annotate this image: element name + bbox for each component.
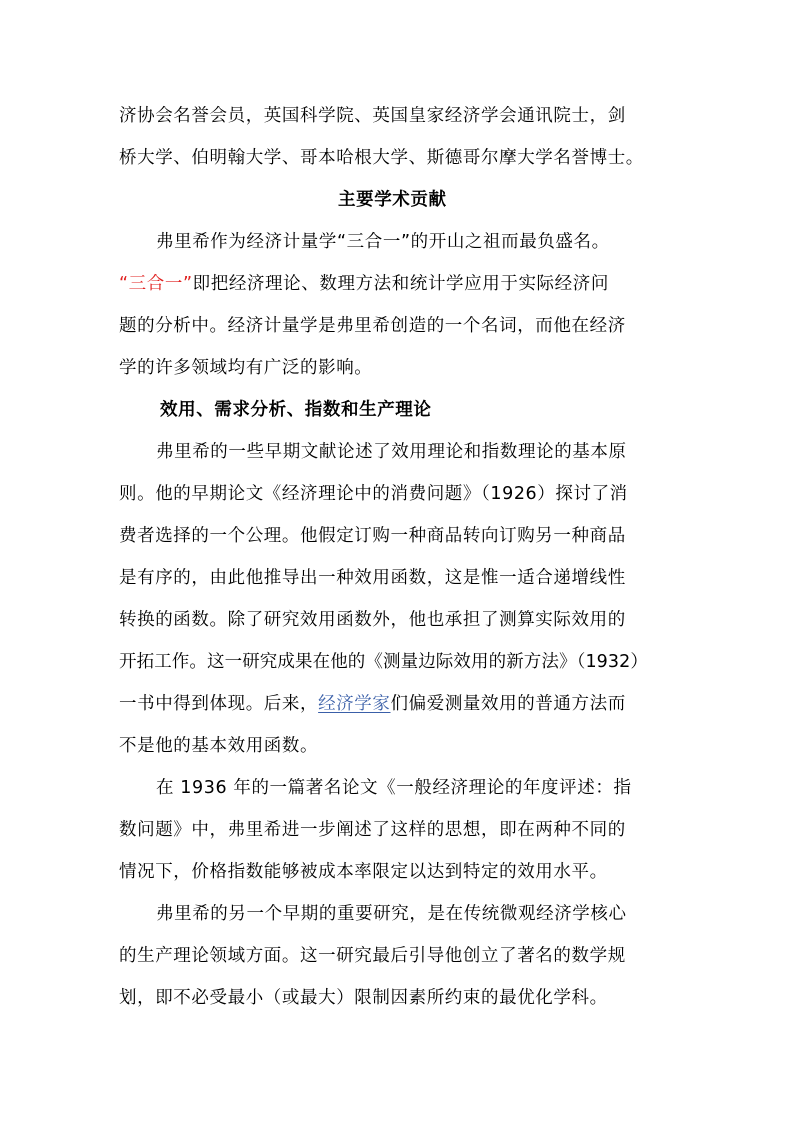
- paragraph-text: 一书中得到体现。后来，: [119, 694, 319, 714]
- paragraph-line: 学的许多领域均有广泛的影响。: [119, 358, 373, 378]
- paragraph-line: 弗里希的一些早期文献论述了效用理论和指数理论的基本原: [156, 442, 627, 462]
- section-heading-main-contributions: 主要学术贡献: [338, 190, 447, 210]
- paragraph-line: 不是他的基本效用函数。: [119, 736, 319, 756]
- paragraph-line: [119, 692, 626, 716]
- highlighted-term: “三合一”: [119, 274, 193, 294]
- economist-link[interactable]: 经济学家: [318, 694, 391, 714]
- paragraph-line: 桥大学、伯明翰大学、哥本哈根大学、斯德哥尔摩大学名誉博士。: [119, 148, 644, 168]
- paragraph-line: 的生产理论领域方面。这一研究最后引导他创立了著名的数学规: [119, 946, 626, 966]
- paragraph-line: 则。他的早期论文《经济理论中的消费问题》（1926）探讨了消: [119, 484, 628, 504]
- paragraph-line: 划，即不必受最小（或最大）限制因素所约束的最优化学科。: [119, 988, 608, 1008]
- paragraph-line: 情况下，价格指数能够被成本率限定以达到特定的效用水平。: [119, 862, 608, 882]
- paragraph-line: 费者选择的一个公理。他假定订购一种商品转向订购另一种商品: [119, 526, 626, 546]
- paragraph-line: 弗里希作为经济计量学“三合一”的开山之祖而最负盛名。: [156, 232, 610, 252]
- paragraph-line: 数问题》中，弗里希进一步阐述了这样的思想，即在两种不同的: [119, 820, 626, 840]
- paragraph-line: 弗里希的另一个早期的重要研究，是在传统微观经济学核心: [156, 904, 627, 924]
- paragraph-line: [119, 272, 609, 296]
- paragraph-line: 题的分析中。经济计量学是弗里希创造的一个名词，而他在经济: [119, 316, 626, 336]
- paragraph-line: 是有序的，由此他推导出一种效用函数，这是惟一适合递增线性: [119, 568, 626, 588]
- paragraph-text: 们偏爱测量效用的普通方法而: [390, 694, 626, 714]
- paragraph-text: 即把经济理论、数理方法和统计学应用于实际经济问: [192, 274, 609, 294]
- section-heading-utility-demand: 效用、需求分析、指数和生产理论: [160, 400, 432, 420]
- paragraph-line: 济协会名誉会员，英国科学院、英国皇家经济学会通讯院士，剑: [119, 106, 626, 126]
- paragraph-line: 转换的函数。除了研究效用函数外，他也承担了测算实际效用的: [119, 610, 626, 630]
- paragraph-line: 开拓工作。这一研究成果在他的《测量边际效用的新方法》（1932）: [119, 652, 648, 672]
- paragraph-line: 在 1936 年的一篇著名论文《一般经济理论的年度评述：指: [156, 778, 632, 798]
